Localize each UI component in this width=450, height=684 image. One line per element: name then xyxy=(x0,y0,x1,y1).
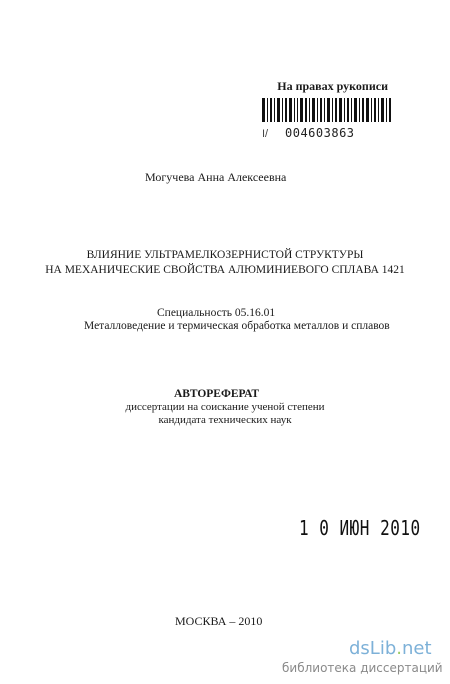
logo-main: dsLib xyxy=(349,638,397,659)
abstract-line-1: диссертации на соискание ученой степени xyxy=(125,401,325,413)
title-line-2: НА МЕХАНИЧЕСКИЕ СВОЙСТВА АЛЮМИНИЕВОГО СПЛАВА 1421 xyxy=(45,264,405,276)
title-line-1: ВЛИЯНИЕ УЛЬТРАМЕЛКОЗЕРНИСТОЙ СТРУКТУРЫ xyxy=(86,249,364,261)
abstract-line-2: кандидата технических наук xyxy=(158,414,292,426)
barcode-prefix: I/ xyxy=(262,128,269,140)
rights-note: На правах рукописи xyxy=(277,79,388,93)
specialty-name: Металловедение и термическая обработка металлов и сплавов xyxy=(84,320,390,332)
author-name: Могучева Анна Алексеевна xyxy=(145,170,287,184)
place-year: МОСКВА – 2010 xyxy=(175,614,263,628)
abstract-title: АВТОРЕФЕРАТ xyxy=(174,388,260,400)
logo-tld: net xyxy=(402,638,432,659)
logo-dot: . xyxy=(396,638,402,659)
date-stamp: 1 0 ИЮН 2010 xyxy=(299,516,421,540)
barcode-number: 004603863 xyxy=(285,126,355,140)
dslib-subtitle: библиотека диссертаций xyxy=(282,661,443,675)
specialty-code: Специальность 05.16.01 xyxy=(157,307,276,319)
dslib-logo[interactable] xyxy=(349,638,432,659)
